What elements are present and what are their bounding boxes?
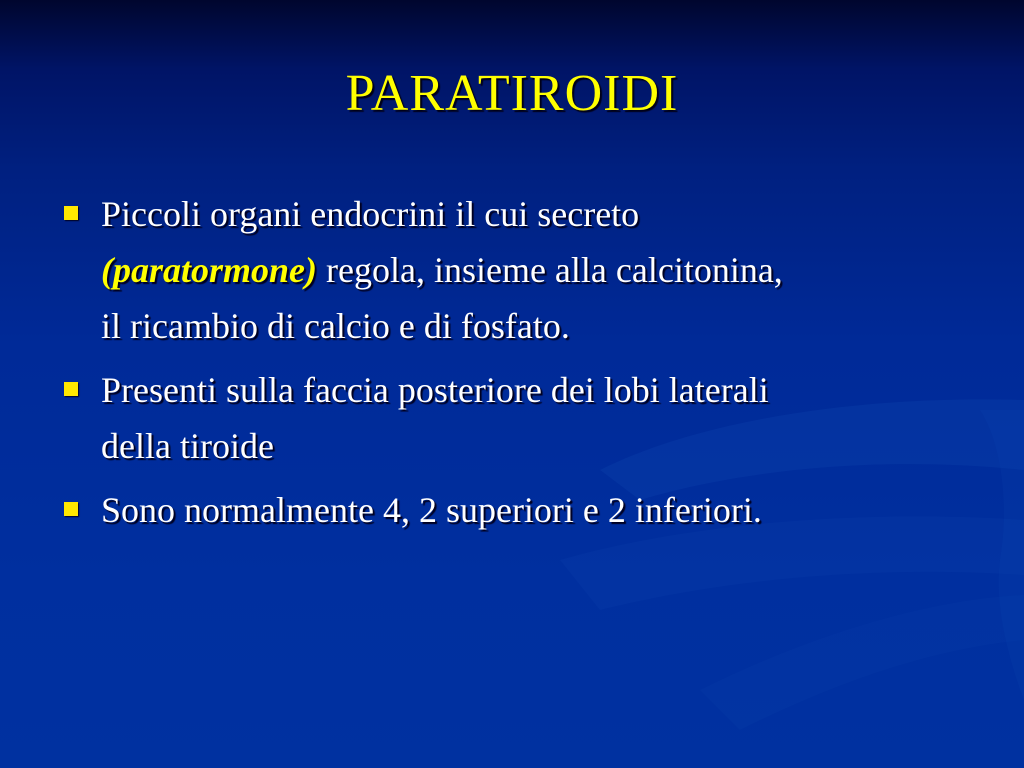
slide-title: PARATIROIDI	[345, 65, 679, 122]
bullet-text-line	[64, 242, 964, 298]
emphasized-term: (paratormone)	[101, 250, 317, 290]
square-bullet-icon	[64, 382, 78, 396]
bullet-text-line: Sono normalmente 4, 2 superiori e 2 inferiori.	[101, 490, 762, 530]
square-bullet-icon	[64, 502, 78, 516]
bullet-text-segment: regola, insieme alla calcitonina,	[317, 250, 783, 290]
bullet-text-line: della tiroide	[101, 426, 274, 466]
bullet-item-posizione	[64, 362, 964, 474]
bullet-text-line: il ricambio di calcio e di fosfato.	[101, 306, 570, 346]
bullet-item-organi-endocrini	[64, 186, 964, 354]
square-bullet-icon	[64, 206, 78, 220]
bullet-text-line: Presenti sulla faccia posteriore dei lobi laterali	[101, 370, 769, 410]
bullet-item-numero	[64, 482, 964, 538]
bullet-text-line: Piccoli organi endocrini il cui secreto	[101, 194, 640, 234]
